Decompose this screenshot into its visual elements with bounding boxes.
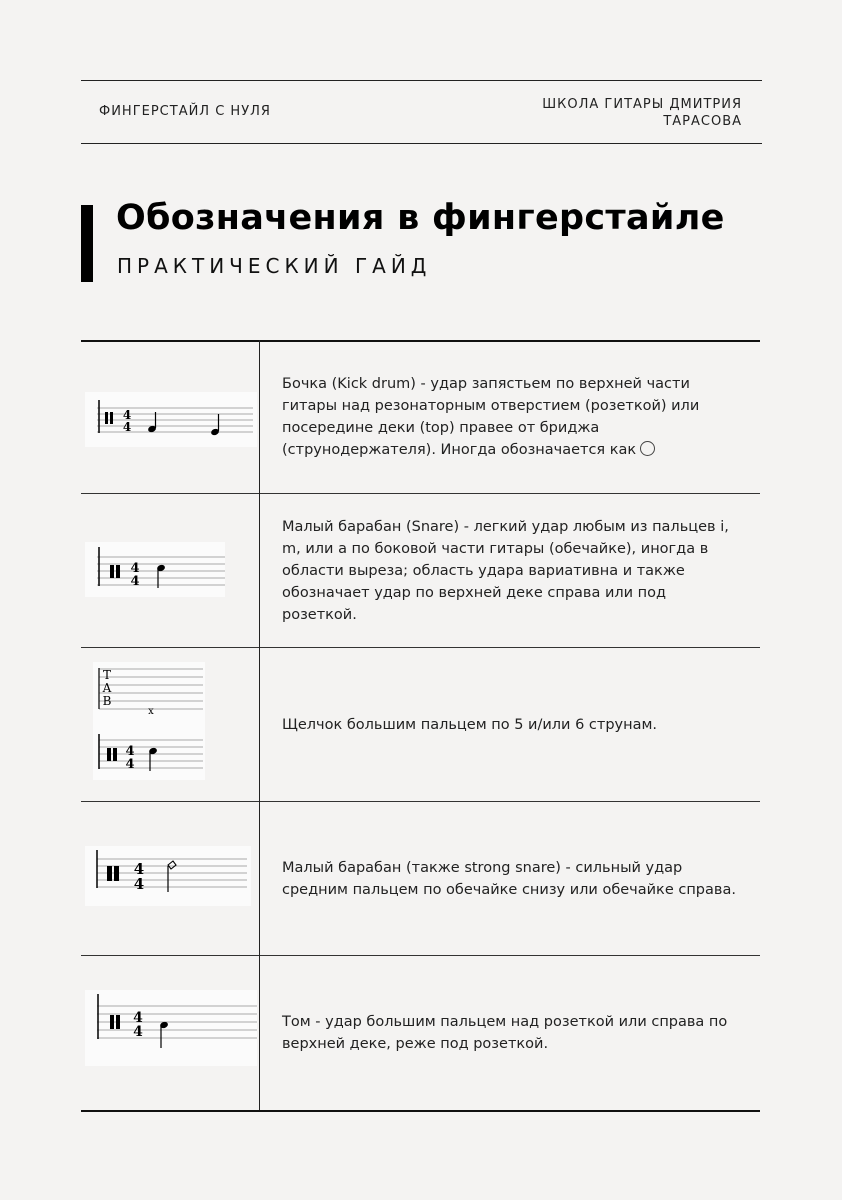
time-sig-bottom: 4 — [125, 757, 135, 772]
time-sig-bottom: 4 — [133, 875, 145, 893]
time-sig-bottom: 4 — [130, 574, 140, 589]
header-bottom-rule — [81, 143, 762, 144]
kick-notation — [85, 340, 257, 494]
kick-description — [282, 373, 742, 461]
course-name: ФИНГЕРСТАЙЛ С НУЛЯ — [99, 104, 271, 119]
page-subtitle: ПРАКТИЧЕСКИЙ ГАЙД — [117, 254, 432, 278]
tab-letter-t: T — [102, 668, 112, 682]
table-row-tom — [81, 956, 760, 1110]
table-row-strong-snare — [81, 802, 760, 956]
table-row-snare — [81, 494, 760, 648]
tab-letter-b: B — [102, 694, 112, 708]
time-sig-top: 4 — [133, 1010, 143, 1026]
title-accent-bar — [81, 205, 93, 282]
time-sig-top: 4 — [122, 408, 132, 422]
thumb-click-notation — [85, 648, 257, 802]
time-sig-top: 4 — [133, 860, 145, 878]
tom-notation — [85, 956, 257, 1110]
header-top-rule — [81, 80, 762, 81]
time-sig-top: 4 — [130, 561, 140, 576]
strong-snare-description: Малый барабан (также strong snare) - сильный удар средним пальцем по обечайке снизу или обечайке справа. — [282, 860, 736, 898]
kick-description-text: Бочка (Kick drum) - удар запястьем по верхней части гитары над резонаторным отверстием (розеткой) или посередине деки (top) правее от бриджа (струнодержателя). Иногда обозначается как — [282, 376, 700, 458]
table-bottom-rule — [81, 1110, 760, 1112]
thumb-click-description: Щелчок большим пальцем по 5 и/или 6 струнам. — [282, 717, 658, 733]
circle-icon — [640, 441, 655, 456]
tab-x-mark: x — [148, 706, 154, 717]
page-title: Обозначения в фингерстайле — [116, 198, 725, 238]
tab-letter-a: A — [102, 681, 112, 695]
snare-description: Малый барабан (Snare) - легкий удар любым из пальцев i, m, или a по боковой части гитары (обечайке), иногда в области выреза; область удара вариативна и также обозначает удар по верхней деке справа или под розеткой. — [282, 519, 729, 623]
snare-notation — [85, 494, 257, 648]
table-row-kick — [81, 340, 760, 494]
time-sig-bottom: 4 — [133, 1024, 143, 1040]
time-sig-top: 4 — [125, 744, 135, 759]
table-column-divider — [259, 340, 260, 1111]
strong-snare-notation — [85, 802, 257, 956]
tom-description: Том - удар большим пальцем над розеткой или справа по верхней деке, реже под розеткой. — [282, 1014, 728, 1052]
time-sig-bottom: 4 — [122, 420, 132, 434]
school-name: ШКОЛА ГИТАРЫ ДМИТРИЯ ТАРАСОВА — [542, 97, 742, 129]
table-row-thumb-click — [81, 648, 760, 802]
